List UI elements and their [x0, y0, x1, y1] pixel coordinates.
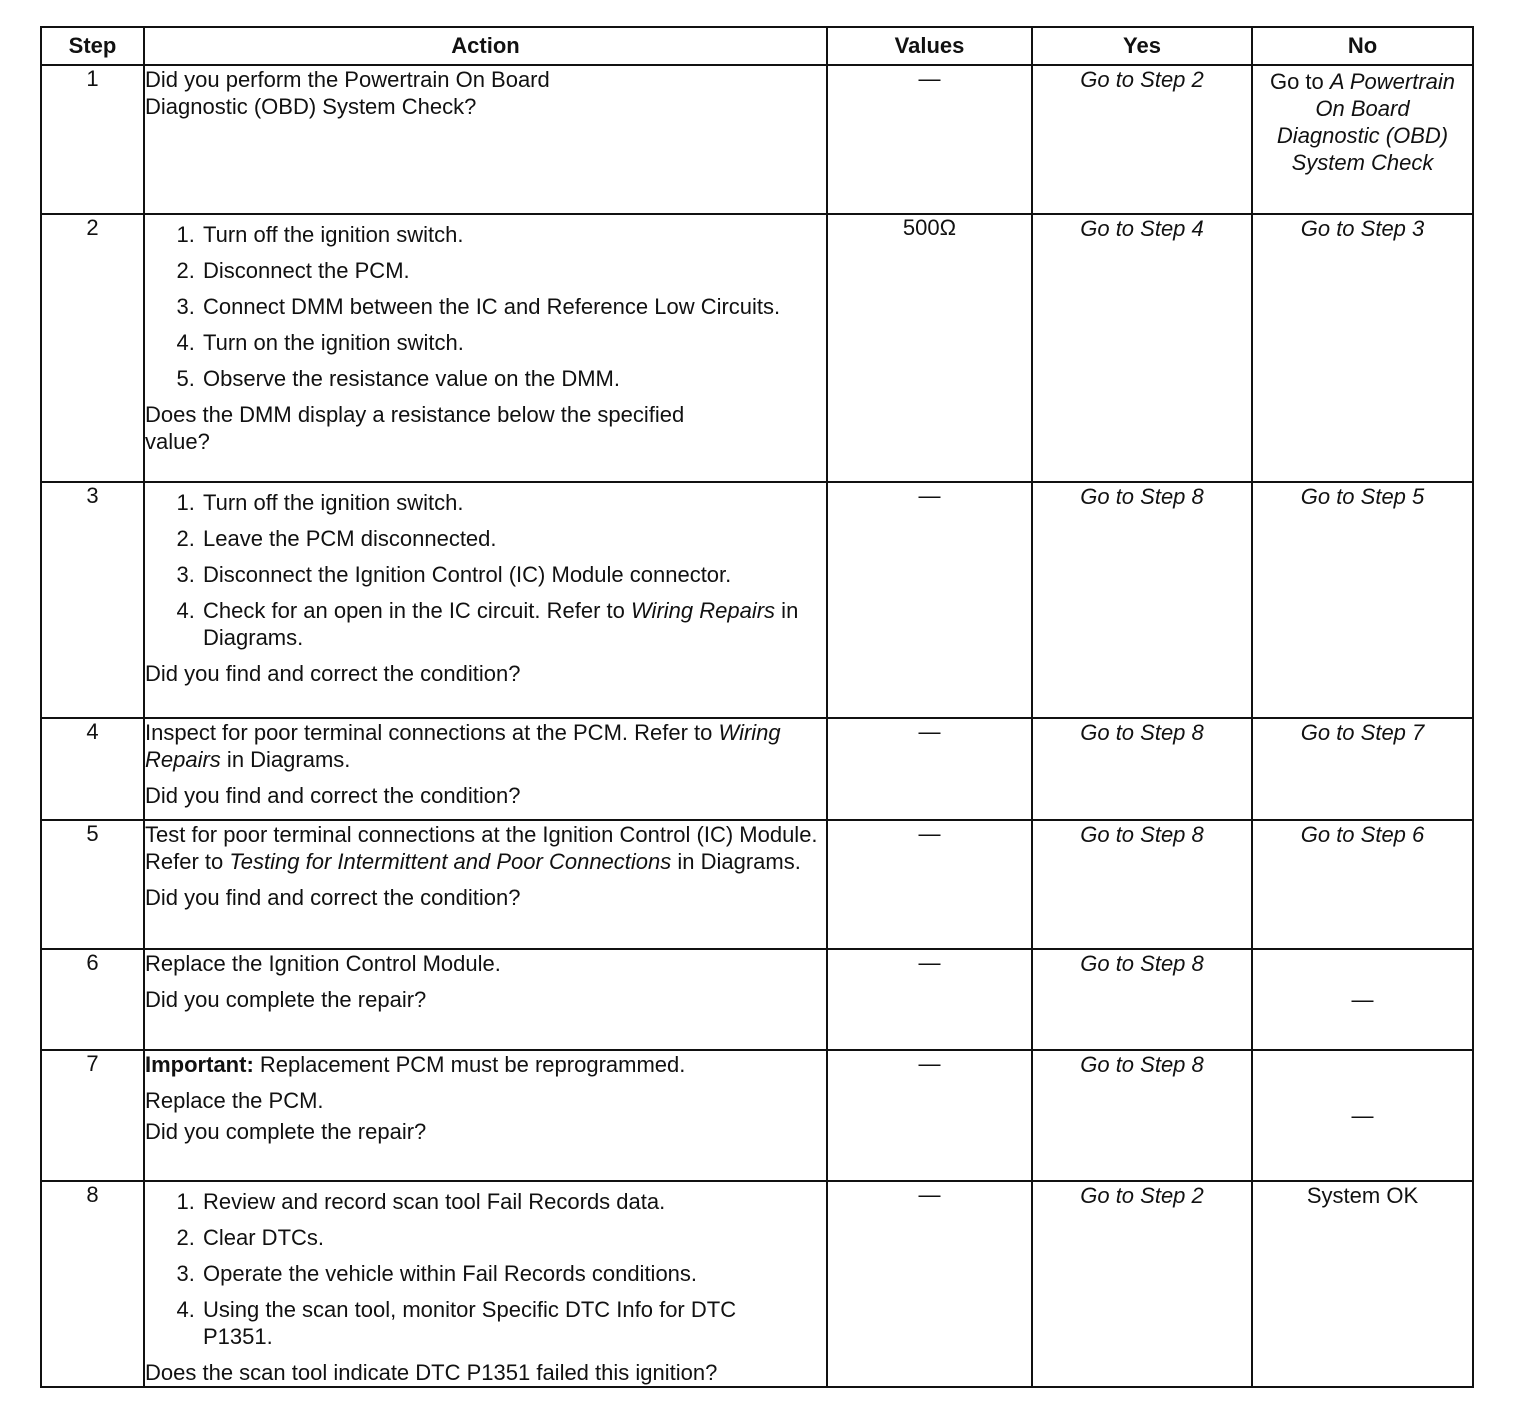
reference-link: Testing for Intermittent and Poor Connections [229, 849, 672, 874]
action-question: Did you find and correct the condition? [145, 661, 521, 686]
no-prefix: Go to [1269, 69, 1330, 94]
value-cell: — [827, 1050, 1032, 1181]
action-cell [144, 1181, 827, 1387]
step-number: 1 [41, 65, 144, 214]
value-cell: — [827, 949, 1032, 1050]
item-text: in Diagrams. [203, 598, 799, 650]
table-row [41, 1181, 1473, 1387]
no-cell: Go to Step 7 [1252, 718, 1473, 820]
no-cell: — [1252, 1050, 1473, 1181]
value-cell: — [827, 482, 1032, 718]
table-row [41, 1050, 1473, 1181]
step-number: 3 [41, 482, 144, 718]
action-question: Did you find and correct the condition? [145, 783, 521, 808]
action-cell [144, 949, 827, 1050]
yes-cell: Go to Step 4 [1032, 214, 1252, 482]
list-item: 1. Turn off the ignition switch. [201, 221, 826, 248]
action-text [145, 821, 826, 875]
yes-cell: Go to Step 8 [1032, 949, 1252, 1050]
no-cell: — [1252, 949, 1473, 1050]
table-row [41, 949, 1473, 1050]
value-cell: — [827, 65, 1032, 214]
action-text: Replace the PCM. [145, 1088, 324, 1113]
list-item: 3. Operate the vehicle within Fail Records conditions. [201, 1260, 826, 1287]
action-question: Did you complete the repair? [145, 987, 427, 1012]
list-item: 4. Using the scan tool, monitor Specific DTC Info for DTC P1351. [201, 1296, 826, 1350]
table-row [41, 65, 1473, 214]
header-no: No [1252, 27, 1473, 65]
value-cell: — [827, 820, 1032, 949]
list-item: 3. Connect DMM between the IC and Reference Low Circuits. [201, 293, 826, 320]
list-item: 5. Observe the resistance value on the DMM. [201, 365, 826, 392]
action-text-pre: Inspect for poor terminal connections at the PCM. Refer to [145, 720, 719, 745]
header-step: Step [41, 27, 144, 65]
yes-cell: Go to Step 8 [1032, 1050, 1252, 1181]
procedure-list [145, 1188, 826, 1350]
action-cell [144, 820, 827, 949]
value-cell: — [827, 1181, 1032, 1387]
step-number: 5 [41, 820, 144, 949]
value-cell: — [827, 718, 1032, 820]
procedure-list [145, 489, 826, 651]
step-number: 6 [41, 949, 144, 1050]
yes-cell: Go to Step 2 [1032, 65, 1252, 214]
step-number: 8 [41, 1181, 144, 1387]
table-row [41, 718, 1473, 820]
header-yes: Yes [1032, 27, 1252, 65]
action-cell [144, 718, 827, 820]
list-item: 1. Turn off the ignition switch. [201, 489, 826, 516]
header-row [41, 27, 1473, 65]
action-cell [144, 482, 827, 718]
table-row [41, 214, 1473, 482]
reference-link: Wiring Repairs [145, 720, 781, 772]
important-label: Important: [145, 1052, 254, 1077]
list-item: 2. Disconnect the PCM. [201, 257, 826, 284]
no-cell: System OK [1252, 1181, 1473, 1387]
step-number: 2 [41, 214, 144, 482]
yes-cell: Go to Step 8 [1032, 820, 1252, 949]
procedure-list [145, 221, 826, 392]
action-cell [144, 65, 827, 214]
list-item: 3. Disconnect the Ignition Control (IC) Module connector. [201, 561, 826, 588]
table-row [41, 820, 1473, 949]
header-values: Values [827, 27, 1032, 65]
action-question: Did you complete the repair? [145, 1119, 427, 1144]
value-cell: 500Ω [827, 214, 1032, 482]
action-text-pre: Test for poor terminal connections at the Ignition Control (IC) Module. Refer to [145, 822, 818, 874]
reference-link: Wiring Repairs [630, 598, 776, 623]
header-action: Action [144, 27, 827, 65]
action-text [145, 719, 826, 773]
list-item: 2. Clear DTCs. [201, 1224, 826, 1251]
list-item: 4. Turn on the ignition switch. [201, 329, 826, 356]
action-text: Did you perform the Powertrain On Board Diagnostic (OBD) System Check? [145, 67, 550, 119]
list-item: 2. Leave the PCM disconnected. [201, 525, 826, 552]
yes-cell: Go to Step 8 [1032, 482, 1252, 718]
step-number: 4 [41, 718, 144, 820]
no-cell [1252, 65, 1473, 214]
action-question: Does the scan tool indicate DTC P1351 failed this ignition? [145, 1360, 718, 1385]
action-cell [144, 1050, 827, 1181]
no-cell: Go to Step 3 [1252, 214, 1473, 482]
important-text: Replacement PCM must be reprogrammed. [253, 1052, 686, 1077]
diagnostic-table [40, 26, 1474, 1388]
list-item: 1. Review and record scan tool Fail Records data. [201, 1188, 826, 1215]
action-text-post: in Diagrams. [671, 849, 801, 874]
important-note [145, 1051, 826, 1078]
item-text: Check for an open in the IC circuit. Refer to [203, 598, 631, 623]
list-item [201, 597, 826, 651]
action-question: Did you find and correct the condition? [145, 885, 521, 910]
no-cell: Go to Step 6 [1252, 820, 1473, 949]
action-question: Does the DMM display a resistance below the specified value? [145, 402, 685, 454]
yes-cell: Go to Step 2 [1032, 1181, 1252, 1387]
yes-cell: Go to Step 8 [1032, 718, 1252, 820]
action-cell [144, 214, 827, 482]
table-row [41, 482, 1473, 718]
no-link: A Powertrain On Board Diagnostic (OBD) System Check [1276, 69, 1456, 175]
action-text-post: in Diagrams. [220, 747, 351, 772]
step-number: 7 [41, 1050, 144, 1181]
no-cell: Go to Step 5 [1252, 482, 1473, 718]
action-text: Replace the Ignition Control Module. [145, 951, 501, 976]
